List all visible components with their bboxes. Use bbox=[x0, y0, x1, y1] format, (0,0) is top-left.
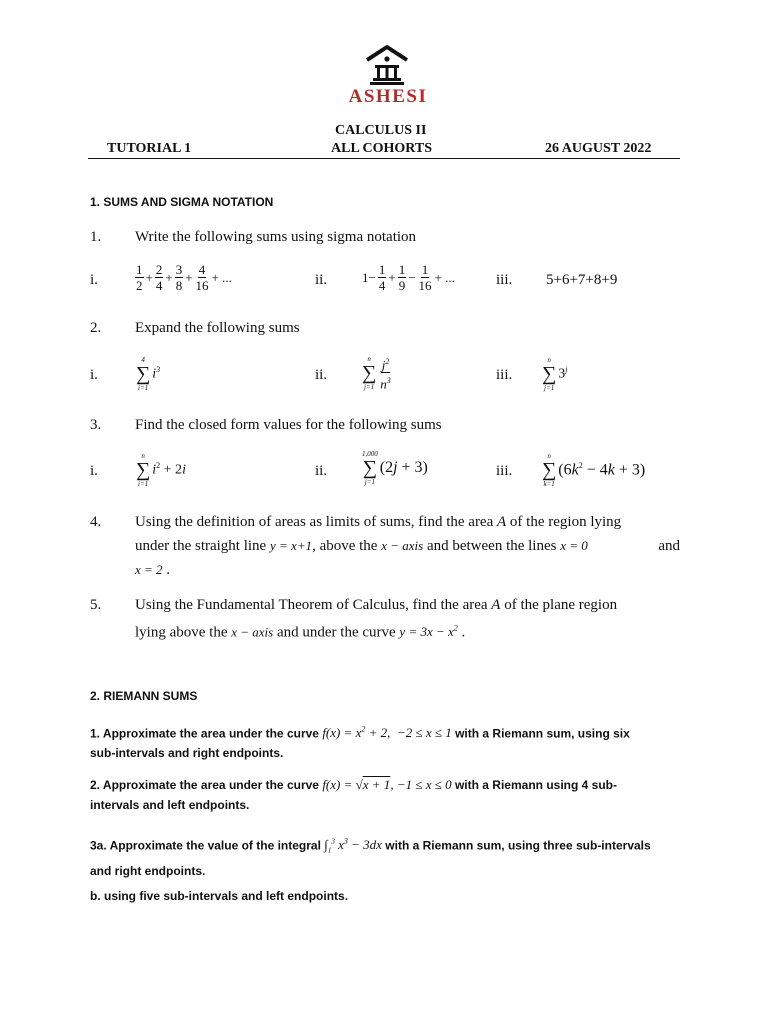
q1-label-iii: iii. bbox=[496, 272, 513, 288]
q3-number: 3. bbox=[90, 417, 102, 433]
header-divider bbox=[88, 158, 680, 159]
riemann-q1: 1. Approximate the area under the curve $f(x) = x^2 + 2$, −2 ≤ x ≤ 1 with a Riemann sum, using six sub-intervals and right endpoints. bbox=[90, 725, 630, 761]
q3-label-i: i. bbox=[90, 463, 98, 479]
course-title: CALCULUS II bbox=[335, 123, 427, 138]
q1-expr-i: $\frac{1}{2}$ + $\frac{2}{4}$ + $\frac{3}{8}$ + $\frac{4}{16}$ + ... bbox=[136, 262, 232, 293]
section-1-title: 1. SUMS AND SIGMA NOTATION bbox=[90, 195, 274, 209]
q1-number: 1. bbox=[90, 229, 102, 245]
q3-expr-i: n ∑ i=1 $i^2 + 2i$ bbox=[136, 452, 186, 488]
q1-label-ii: ii. bbox=[315, 272, 328, 288]
q1-expr-iii: 5+6+7+8+9 bbox=[546, 272, 618, 288]
q3-expr-iii: n ∑ k=1 $(6k^2 - 4k + 3)$ bbox=[542, 452, 646, 488]
q2-label-ii: ii. bbox=[315, 367, 328, 383]
ashesi-logo-icon bbox=[363, 44, 411, 90]
q2-label-i: i. bbox=[90, 367, 98, 383]
q2-text: Expand the following sums bbox=[135, 320, 300, 336]
q3-label-iii: iii. bbox=[496, 463, 513, 479]
q1-label-i: i. bbox=[90, 272, 98, 288]
q5-text: Using the Fundamental Theorem of Calculus, find the area A of the plane region lying above the x − axis and under the curve $y = 3x - x^2$ . bbox=[135, 597, 618, 641]
q2-expr-iii: n ∑ j=1 3$^j$ bbox=[542, 356, 568, 392]
q2-expr-ii: n ∑ j=1 $\frac{j^2}{n^3}$ bbox=[362, 354, 391, 392]
q2-label-iii: iii. bbox=[496, 367, 513, 383]
riemann-q3a: 3a. Approximate the value of the integral $\int_1^3$ $x^3 - 3dx$ with a Riemann sum, using three sub-intervals and right endpoints. bbox=[90, 837, 651, 878]
q4-number: 4. bbox=[90, 514, 102, 530]
riemann-q3b: b. using five sub-intervals and left endpoints. bbox=[90, 889, 349, 903]
section-2-title: 2. RIEMANN SUMS bbox=[90, 689, 198, 703]
brand-wordmark: ASHESI bbox=[348, 86, 428, 107]
q2-number: 2. bbox=[90, 320, 102, 336]
q2-expr-i: 4 ∑ i=1 $i^3$ bbox=[136, 356, 161, 392]
q1-expr-ii: 1− $\frac{1}{4}$ + $\frac{1}{9}$ − $\frac{1}{16}$ + ... bbox=[362, 262, 455, 293]
q1-text: Write the following sums using sigma notation bbox=[135, 229, 417, 245]
date-label: 26 AUGUST 2022 bbox=[545, 141, 652, 156]
q3-label-ii: ii. bbox=[315, 463, 328, 479]
q3-expr-ii: 1,000 ∑ j=1 (2j + 3) bbox=[362, 450, 428, 486]
riemann-q2: 2. Approximate the area under the curve f(x) = √x + 1, −1 ≤ x ≤ 0 with a Riemann using 4 sub- intervals and left endpoints. bbox=[90, 777, 617, 812]
q4-text: Using the definition of areas as limits of sums, find the area A of the region lying under the straight line y = x+1, above the x − axis and between the lines x = 0 and x = 2 . bbox=[135, 514, 680, 578]
q5-number: 5. bbox=[90, 597, 102, 613]
q3-text: Find the closed form values for the following sums bbox=[135, 417, 442, 433]
tutorial-label: TUTORIAL 1 bbox=[107, 141, 192, 156]
cohorts-label: ALL COHORTS bbox=[331, 141, 433, 156]
